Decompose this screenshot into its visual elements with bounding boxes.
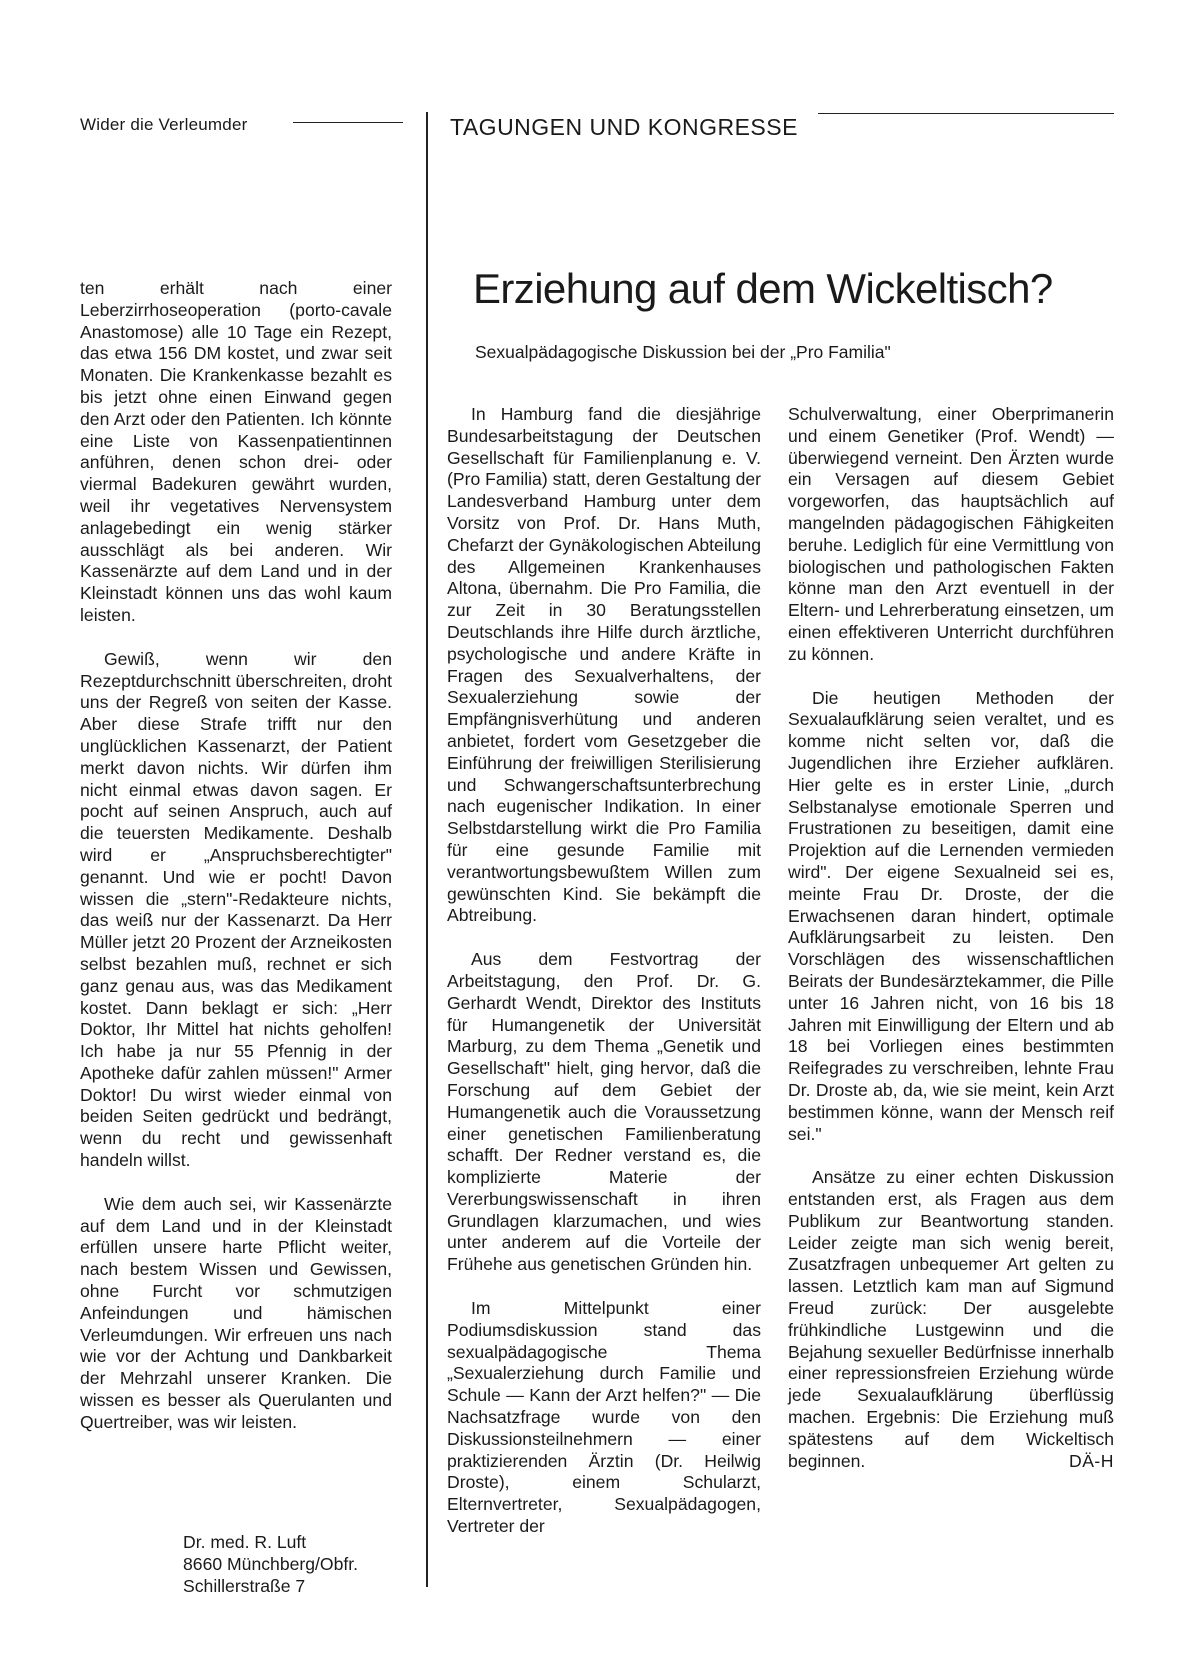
signature-street: Schillerstraße 7 xyxy=(183,1575,306,1596)
article-headline: Erziehung auf dem Wickeltisch? xyxy=(473,265,1053,312)
article-paragraph-text: Ansätze zu einer echten Diskussion entstanden erst, als Fragen aus dem Publikum zur Beantwortung standen. Leider zeigte man sich wenig bereit, Zusatzfragen unbequemer Art gelten zu lassen. Letztlich kam man auf Sigmund Freud zurück: Der ausgelebte frühkindliche Lustgewinn und die Bejahung sexueller Bedürfnisse innerhalb einer repressionsfreien Erziehung würde jede Sexualaufklärung überflüssig machen. Ergebnis: Die Erziehung muß spätestens auf dem Wickeltisch beginnen. xyxy=(788,1167,1114,1471)
article-paragraph: Die heutigen Methoden der Sexualaufklärung seien veraltet, und es komme nicht selten vor, daß die Jugendlichen ihre Erzieher aufklären. Hier gelte es in erster Linie, „durch Selbstanalyse emotionale Sperren und Frustrationen zu beseitigen, damit eine Projektion auf die Lernenden vermieden wird". Der eigene Sexualneid sei es, meinte Frau Dr. Droste, der die Erwachsenen daran hindert, optimale Aufklärungsarbeit zu leisten. Den Vorschlägen des wissenschaftlichen Beirats der Bundesärztekammer, die Pille unter 16 Jahren nicht, von 16 bis 18 Jahren mit Einwilligung der Eltern und ab 18 bei Vorliegen eines bestimmten Reifegrades zu verschreiben, lehnte Frau Dr. Droste ab, da, wie sie meint, kein Arzt bestimmen könne, wann der Mensch reif sei." xyxy=(788,687,1114,1144)
letter-paragraph: Gewiß, wenn wir den Rezeptdurchschnitt überschreiten, droht uns der Regreß von seiten der Kasse. Aber diese Strafe trifft nur den unglücklichen Kassenarzt, der Patient merkt davon nichts. Wir dürfen ihm nicht einmal etwas davon sagen. Er pocht auf seinen Anspruch, auch auf die teuersten Medikamente. Deshalb wird er „Anspruchsberechtigter" genannt. Und wie er pocht! Davon wissen die „stern"-Redakteure nichts, das weiß nur der Kassenarzt. Da Herr Müller jetzt 20 Prozent der Arzneikosten selbst bezahlen muß, rechnet er sich ganz genau aus, was das Medikament kostet. Dann beklagt er sich: „Herr Doktor, Ihr Mittel hat nichts geholfen! Ich habe ja nur 55 Pfennig in der Apotheke dafür zahlen müssen!" Armer Doktor! Du wirst wieder einmal von beiden Seiten gedrückt und bedrängt, wenn du recht und gewissenhaft handeln willst. xyxy=(80,648,392,1171)
article-paragraph: Im Mittelpunkt einer Podiumsdiskussion stand das sexualpädagogische Thema „Sexualerziehung durch Familie und Schule — Kann der Arzt helfen?" — Die Nachsatzfrage wurde von den Diskussionsteilnehmern — einer praktizierenden Ärztin (Dr. Heilwig Droste), einem Schularzt, Elternvertreter, Sexualpädagogen, Vertreter der xyxy=(447,1298,761,1537)
column-divider xyxy=(426,112,428,1587)
article-paragraph xyxy=(788,1167,1114,1472)
letter-paragraph: Wie dem auch sei, wir Kassenärzte auf dem Land und in der Kleinstadt erfüllen unsere harte Pflicht weiter, nach bestem Wissen und Gewissen, ohne Furcht vor schmutzigen Anfeindungen und hämischen Verleumdungen. Wir erfreuen uns nach wie vor der Achtung und Dankbarkeit der Mehrzahl unserer Kranken. Die wissen es besser als Querulanten und Quertreiber, was wir leisten. xyxy=(80,1193,392,1432)
article-paragraph: Schulverwaltung, einer Oberprimanerin und einem Genetiker (Prof. Wendt) — überwiegend verneint. Den Ärzten wurde ein Versagen auf diesem Gebiet vorgeworfen, das hauptsächlich auf mangelnden pädagogischen Fähigkeiten beruhe. Lediglich für eine Vermittlung von biologischen und pathologischen Fakten könne man den Arzt eventuell in der Eltern- und Lehrerberatung einsetzen, um einen effektiveren Unterricht durchführen zu können. xyxy=(788,404,1114,664)
article-column-1 xyxy=(447,404,761,1538)
header-rule-left xyxy=(293,122,403,123)
header-rule-right xyxy=(818,113,1114,114)
article-column-2 xyxy=(788,404,1114,1472)
article-subheadline: Sexualpädagogische Diskussion bei der „Pro Familia" xyxy=(475,342,891,362)
letter-column xyxy=(80,278,392,1434)
section-heading: TAGUNGEN UND KONGRESSE xyxy=(450,114,798,140)
letter-signature xyxy=(183,1532,358,1597)
signature-name: Dr. med. R. Luft xyxy=(183,1532,307,1552)
letter-paragraph: ten erhält nach einer Leberzirrhoseoperation (porto-cavale Anastomose) alle 10 Tage ein Rezept, das etwa 156 DM kostet, und zwar seit Monaten. Die Krankenkasse bezahlt es bis jetzt ohne einen Einwand gegen den Arzt oder den Patienten. Ich könnte eine Liste von Kassenpatientinnen anführen, denen schon drei- oder viermal Badekuren gewährt wurden, weil ihr vegetatives Nervensystem anlagebedingt ein wenig stärker ausschlägt als bei anderen. Wir Kassenärzte auf dem Land und in der Kleinstadt können uns das wohl kaum leisten. xyxy=(80,278,392,625)
signature-city: 8660 Münchberg/Obfr. xyxy=(183,1553,359,1574)
author-initials: DÄ-H xyxy=(1068,1450,1114,1471)
article-paragraph: In Hamburg fand die diesjährige Bundesarbeitstagung der Deutschen Gesellschaft für Familienplanung e. V. (Pro Familia) statt, deren Gestaltung der Landesverband Hamburg unter dem Vorsitz von Prof. Dr. Hans Muth, Chefarzt der Gynäkologischen Abteilung des Allgemeinen Krankenhauses Altona, übernahm. Die Pro Familia, die zur Zeit in 30 Beratungsstellen Deutschlands ihre Hilfe durch ärztliche, psychologische und andere Kräfte in Fragen des Sexualverhaltens, der Sexualerziehung sowie der Empfängnisverhütung und anderen anbietet, fordert vom Gesetzgeber die Einführung der freiwilligen Sterilisierung und Schwangerschaftsunterbrechung nach eugenischer Indikation. In einer Selbstdarstellung wirkt die Pro Familia für eine gesunde Familie mit verantwortungsbewußtem Willen zum gewünschten Kind. Sie bekämpft die Abtreibung. xyxy=(447,404,761,926)
running-head-left: Wider die Verleumder xyxy=(80,115,248,134)
article-paragraph: Aus dem Festvortrag der Arbeitstagung, den Prof. Dr. G. Gerhardt Wendt, Direktor des Instituts für Humangenetik der Universität Marburg, zu dem Thema „Genetik und Gesellschaft" hielt, ging hervor, daß die Forschung auf dem Gebiet der Humangenetik auch die Voraussetzung einer genetischen Familienberatung schafft. Der Redner verstand es, die komplizierte Materie der Vererbungswissenschaft in ihren Grundlagen klarzumachen, und wies unter anderem auf die Vorteile der Frühehe aus genetischen Gründen hin. xyxy=(447,949,761,1275)
